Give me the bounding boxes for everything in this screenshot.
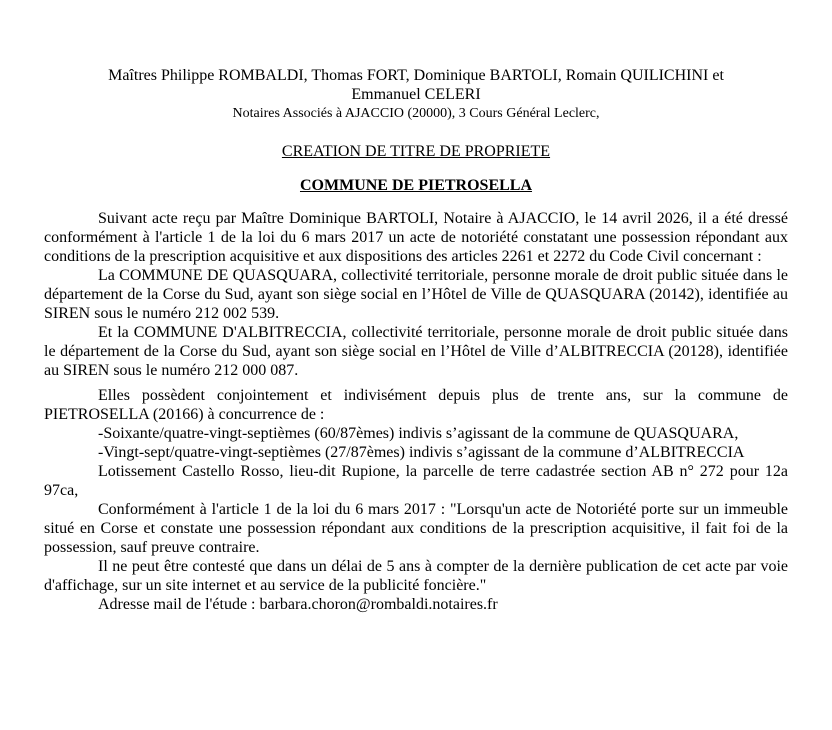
paragraph-commune-albitreccia: Et la COMMUNE D'ALBITRECCIA, collectivité territoriale, personne morale de droit public située dans le département de la Corse du Sud, ayant son siège social en l’Hôtel de Ville d’ALBITRECCIA (20128), identifiée au SIREN sous le numéro 212 000 087. — [44, 324, 788, 379]
line-quote-part-quasquara: -Soixante/quatre-vingt-septièmes (60/87èmes) indivis s’agissant de la commune de QUASQUARA, — [98, 425, 739, 442]
paragraph-commune-quasquara: La COMMUNE DE QUASQUARA, collectivité territoriale, personne morale de droit public située dans le département de la Corse du Sud, ayant son siège social en l’Hôtel de Ville de QUASQUARA (20142), identifiée au SIREN sous le numéro 212 002 539. — [44, 267, 788, 322]
paragraph-loi-2017-citation: Conformément à l'article 1 de la loi du 6 mars 2017 : "Lorsqu'un acte de Notoriété porte sur un immeuble situé en Corse et constate une possession répondant aux conditions de la prescription acquisitive, il fait foi de la possession, sauf preuve contraire. — [44, 501, 788, 556]
notaires-address-line: Notaires Associés à AJACCIO (20000), 3 Cours Général Leclerc, — [232, 106, 600, 121]
paragraph-adresse-mail: Adresse mail de l'étude : barbara.choron@rombaldi.notaires.fr — [98, 596, 498, 613]
paragraph-delai-contestation: Il ne peut être contesté que dans un délai de 5 ans à compter de la dernière publication de cet acte par voie d'affichage, sur un site internet et au service de la publicité foncière." — [44, 558, 788, 594]
paragraph-parcelle: Lotissement Castello Rosso, lieu-dit Rupione, la parcelle de terre cadastrée section AB n° 272 pour 12a 97ca, — [44, 463, 788, 499]
notaires-names-line2: Emmanuel CELERI — [351, 86, 481, 103]
commune-title: COMMUNE DE PIETROSELLA — [299, 177, 533, 194]
document-title: CREATION DE TITRE DE PROPRIETE — [281, 143, 551, 160]
line-quote-part-albitreccia: -Vingt-sept/quatre-vingt-septièmes (27/87èmes) indivis s’agissant de la commune d’ALBITRECCIA — [98, 444, 745, 461]
notaires-names-line1: Maîtres Philippe ROMBALDI, Thomas FORT, Dominique BARTOLI, Romain QUILICHINI et — [108, 67, 724, 84]
paragraph-acte-recu: Suivant acte reçu par Maître Dominique BARTOLI, Notaire à AJACCIO, le 14 avril 2026, il a été dressé conformément à l'article 1 de la loi du 6 mars 2017 un acte de notoriété constatant une possession répondant aux conditions de la prescription acquisitive et aux dispositions des articles 2261 et 2272 du Code Civil concernant : — [44, 210, 788, 265]
paragraph-possession-conjointe: Elles possèdent conjointement et indivisément depuis plus de trente ans, sur la commune de PIETROSELLA (20166) à concurrence de : — [44, 387, 788, 423]
notaires-header — [44, 66, 788, 123]
